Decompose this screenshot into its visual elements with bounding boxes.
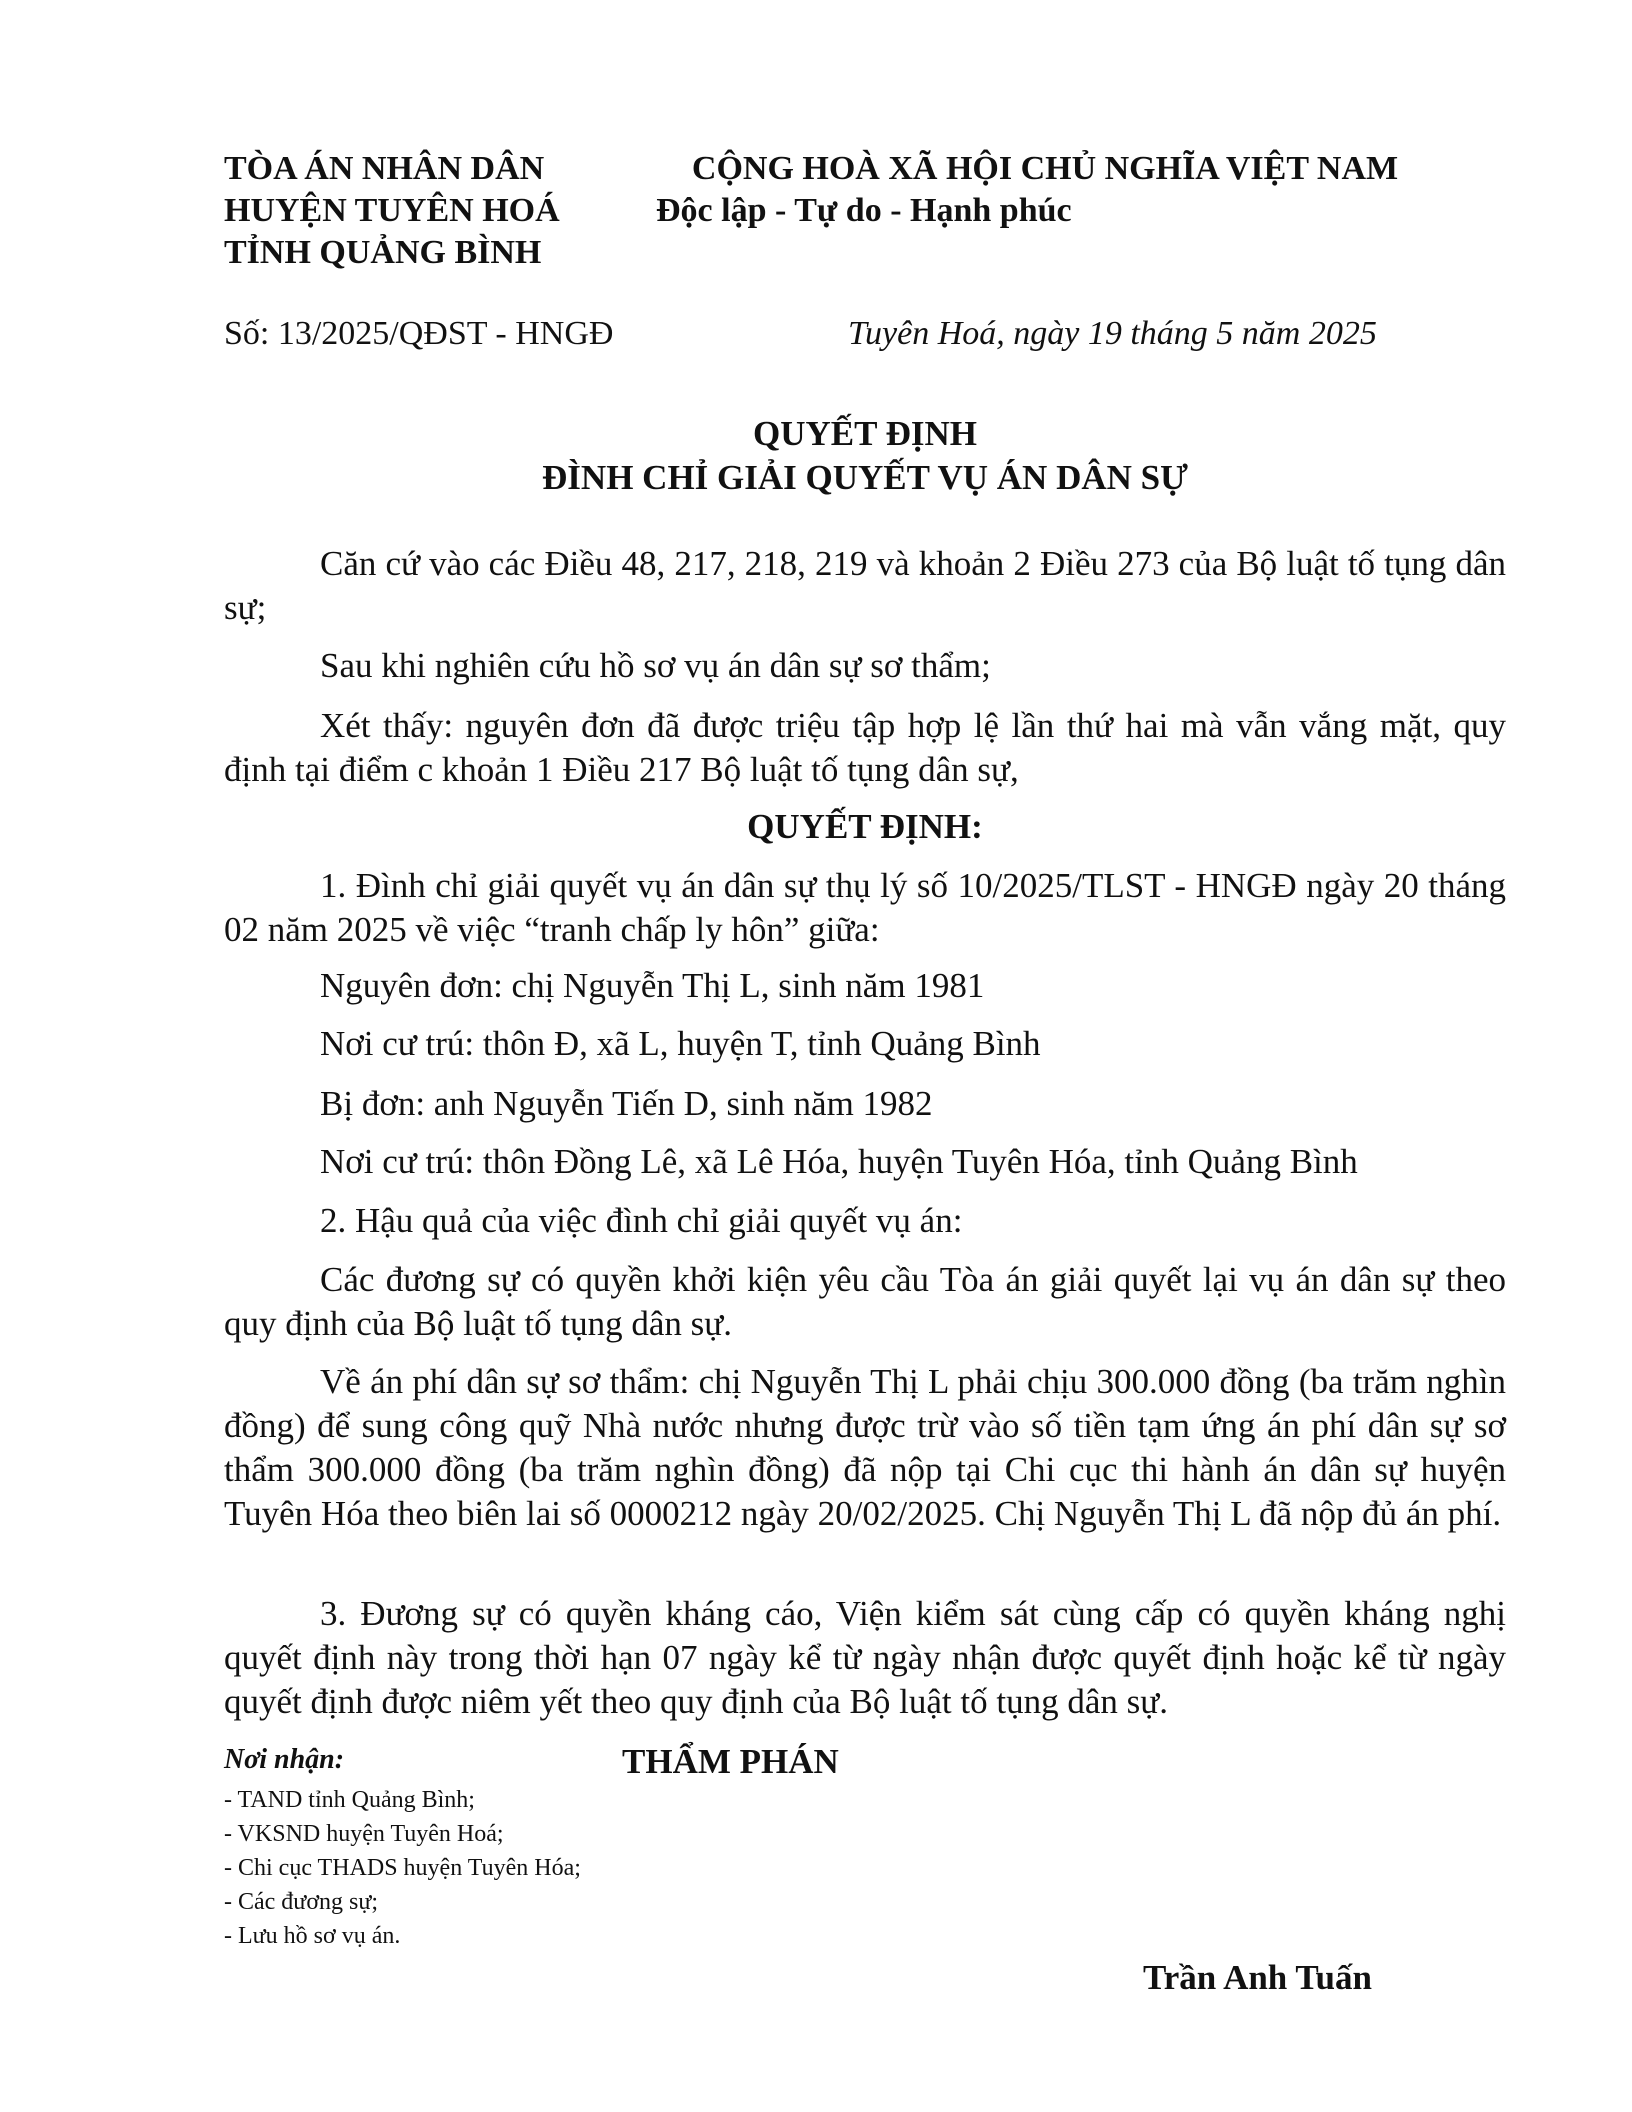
decision-item-1: 1. Đình chỉ giải quyết vụ án dân sự thụ lý số 10/2025/TLST - HNGĐ ngày 20 tháng 02 năm 2025 về việc “tranh chấp ly hôn” giữa: bbox=[224, 866, 1506, 949]
document-subtitle: ĐÌNH CHỈ GIẢI QUYẾT VỤ ÁN DÂN SỰ bbox=[542, 458, 1188, 497]
judge-name: Trần Anh Tuấn bbox=[1143, 1958, 1372, 1997]
recipient-item: - Các đương sự; bbox=[224, 1889, 379, 1915]
defendant-address-line: Nơi cư trú: thôn Đồng Lê, xã Lê Hóa, huyện Tuyên Hóa, tỉnh Quảng Bình bbox=[320, 1142, 1358, 1181]
recipients-title: Nơi nhận: bbox=[224, 1744, 345, 1775]
place-and-date: Tuyên Hoá, ngày 19 tháng 5 năm 2025 bbox=[848, 315, 1377, 352]
court-fee-paragraph: Về án phí dân sự sơ thẩm: chị Nguyễn Thị L phải chịu 300.000 đồng (ba trăm nghìn đồng) để sung công quỹ Nhà nước nhưng được trừ vào số tiền tạm ứng án phí dân sự sơ thẩm 300.000 đồng (ba trăm nghìn đồng) đã nộp tại Chi cục thi hành án dân sự huyện Tuyên Hóa theo biên lai số 0000212 ngày 20/02/2025. Chị Nguyễn Thị L đã nộp đủ án phí. bbox=[224, 1362, 1506, 1533]
recipients-list bbox=[224, 1783, 581, 1953]
document-number: Số: 13/2025/QĐST - HNGĐ bbox=[224, 315, 614, 352]
decision-heading: QUYẾT ĐỊNH: bbox=[747, 807, 983, 846]
national-motto-header bbox=[650, 148, 1440, 232]
consequence-paragraph: Các đương sự có quyền khởi kiện yêu cầu Tòa án giải quyết lại vụ án dân sự theo quy định của Bộ luật tố tụng dân sự. bbox=[224, 1260, 1506, 1343]
court-line-2: HUYỆN TUYÊN HOÁ bbox=[224, 192, 560, 229]
document-title: QUYẾT ĐỊNH bbox=[753, 414, 977, 453]
judge-title: THẨM PHÁN bbox=[622, 1742, 839, 1781]
defendant-line: Bị đơn: anh Nguyễn Tiến D, sinh năm 1982 bbox=[320, 1084, 933, 1123]
recipient-item: - Chi cục THADS huyện Tuyên Hóa; bbox=[224, 1855, 581, 1881]
recipient-item: - TAND tỉnh Quảng Bình; bbox=[224, 1787, 475, 1813]
findings-paragraph: Xét thấy: nguyên đơn đã được triệu tập hợp lệ lần thứ hai mà vẫn vắng mặt, quy định tại điểm c khoản 1 Điều 217 Bộ luật tố tụng dân sự, bbox=[224, 706, 1506, 789]
legal-basis-paragraph: Căn cứ vào các Điều 48, 217, 218, 219 và khoản 2 Điều 273 của Bộ luật tố tụng dân sự; bbox=[224, 544, 1506, 627]
decision-item-3: 3. Đương sự có quyền kháng cáo, Viện kiểm sát cùng cấp có quyền kháng nghị quyết định này trong thời hạn 07 ngày kể từ ngày nhận được quyết định hoặc kể từ ngày quyết định được niêm yết theo quy định của Bộ luật tố tụng dân sự. bbox=[224, 1594, 1506, 1721]
national-motto: Độc lập - Tự do - Hạnh phúc bbox=[656, 192, 1072, 229]
court-line-3: TỈNH QUẢNG BÌNH bbox=[224, 234, 542, 271]
court-line-1: TÒA ÁN NHÂN DÂN bbox=[224, 150, 545, 187]
plaintiff-line: Nguyên đơn: chị Nguyễn Thị L, sinh năm 1981 bbox=[320, 966, 985, 1005]
review-paragraph: Sau khi nghiên cứu hồ sơ vụ án dân sự sơ thẩm; bbox=[320, 646, 991, 685]
recipient-item: - VKSND huyện Tuyên Hoá; bbox=[224, 1821, 504, 1847]
plaintiff-address-line: Nơi cư trú: thôn Đ, xã L, huyện T, tỉnh Quảng Bình bbox=[320, 1024, 1041, 1063]
recipient-item: - Lưu hồ sơ vụ án. bbox=[224, 1923, 401, 1949]
decision-item-2: 2. Hậu quả của việc đình chỉ giải quyết vụ án: bbox=[320, 1201, 963, 1240]
court-name-header bbox=[224, 148, 560, 274]
country-name: CỘNG HOÀ XÃ HỘI CHỦ NGHĨA VIỆT NAM bbox=[691, 150, 1399, 187]
